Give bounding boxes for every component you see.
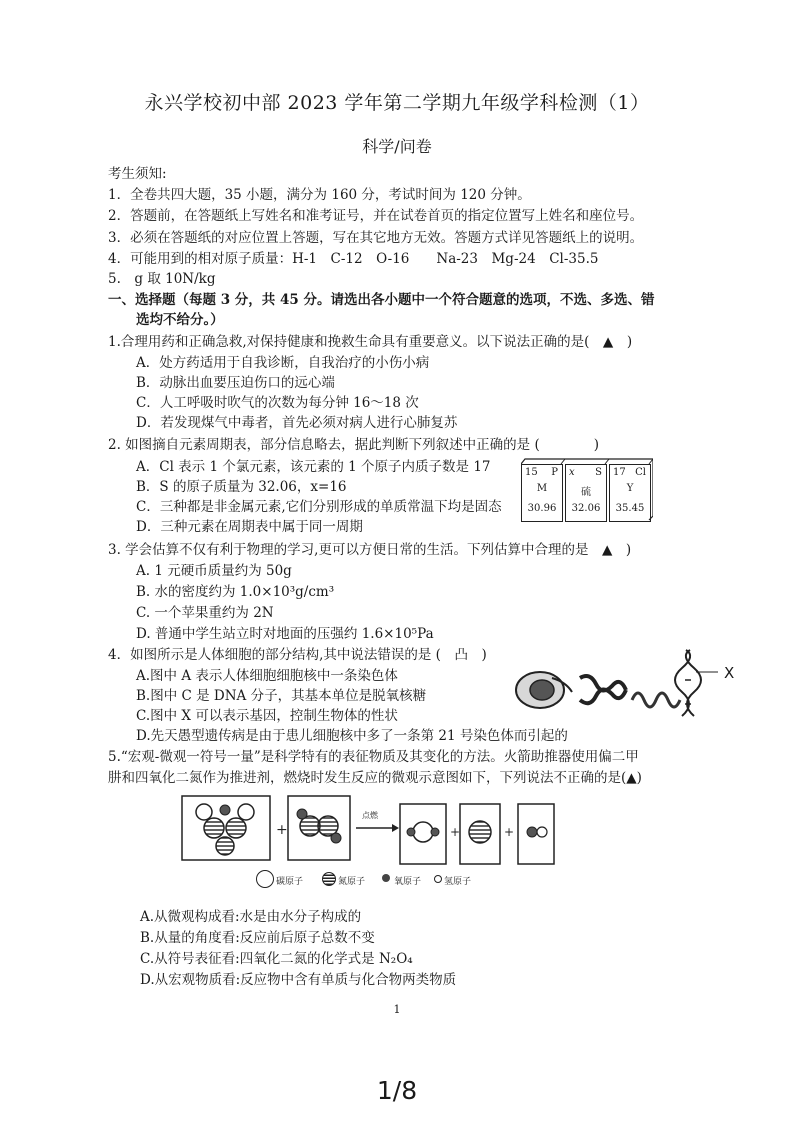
nitrogen-atom-icon bbox=[322, 872, 336, 886]
question-stem: 5.“宏观-微观一符号一量”是科学特有的表征物质及其变化的方法。火箭助推器使用偏二甲 bbox=[108, 749, 639, 765]
question-option: D．三种元素在周期表中属于同一周期 bbox=[136, 519, 363, 535]
question-option: A. 1 元硬币质量约为 50g bbox=[136, 563, 292, 579]
question-stem: 2. 如图摘自元素周期表，部分信息略去，据此判断下列叙述中正确的是 ( ) bbox=[108, 437, 599, 453]
notice-heading: 考生须知: bbox=[108, 166, 167, 182]
question-option: A.从微观构成看:水是由水分子构成的 bbox=[140, 909, 362, 925]
svg-text:+: + bbox=[504, 825, 515, 839]
arrow-label: 点燃 bbox=[362, 811, 378, 820]
table-3d-edges bbox=[521, 458, 653, 524]
reaction-drawing bbox=[178, 792, 558, 870]
label-x: X bbox=[724, 664, 735, 682]
question-option: D．若发现煤气中毒者，首先必须对病人进行心肺复苏 bbox=[136, 415, 458, 431]
question-stem: 3. 学会估算不仅有利于物理的学习,更可以方便日常的生活。下列估算中合理的是 ▲ ) bbox=[108, 542, 632, 558]
question-option: D. 普通中学生站立时对地面的压强约 1.6×10⁵Pa bbox=[136, 626, 434, 642]
svg-text:+: + bbox=[276, 822, 288, 838]
notice-item: 4．可能用到的相对原子质量：H-1 C-12 O-16 Na-23 Mg-24 Cl-35.5 bbox=[108, 251, 599, 267]
question-option: C. 一个苹果重约为 2N bbox=[136, 605, 274, 621]
question-option: B.图中 C 是 DNA 分子，其基本单位是脱氧核糖 bbox=[136, 688, 427, 704]
page-title: 永兴学校初中部 2023 学年第二学期九年级学科检测（1） bbox=[144, 92, 650, 114]
question-option: B．S 的原子质量为 32.06，x=16 bbox=[136, 479, 347, 495]
question-option: C.从符号表征看:四氧化二氮的化学式是 N₂O₄ bbox=[140, 951, 413, 967]
section-heading: 一、选择题（每题 3 分，共 45 分。请选出各小题中一个符合题意的选项，不选、多选、错 bbox=[108, 292, 655, 308]
oxygen-atom-icon bbox=[382, 874, 390, 882]
carbon-atom-icon bbox=[256, 870, 274, 888]
question-option: D.先天愚型遗传病是由于患儿细胞核中多了一条第 21 号染色体而引起的 bbox=[136, 728, 568, 744]
cell-structure-figure bbox=[482, 648, 740, 724]
svg-text:+: + bbox=[450, 825, 461, 839]
element-cell-s: x S 硫 32.06 bbox=[565, 464, 607, 522]
element-cell-cl: 17 Cl Y 35.45 bbox=[609, 464, 651, 522]
question-option: B.从量的角度看:反应前后原子总数不变 bbox=[140, 930, 375, 946]
page-subtitle: 科学/问卷 bbox=[362, 137, 432, 156]
notice-item: 5. g 取 10N/kg bbox=[108, 271, 216, 287]
question-option: A．Cl 表示 1 个氯元素，该元素的 1 个原子内质子数是 17 bbox=[136, 459, 491, 475]
atom-legend: 碳原子 氮原子 氧原子 氢原子 bbox=[252, 872, 482, 890]
question-option: D.从宏观物质看:反应物中含有单质与化合物两类物质 bbox=[140, 972, 457, 988]
notice-item: 1．全卷共四大题，35 小题，满分为 160 分，考试时间为 120 分钟。 bbox=[108, 187, 531, 203]
question-option: C.图中 X 可以表示基因，控制生物体的性状 bbox=[136, 708, 398, 724]
question-stem: 4．如图所示是人体细胞的部分结构,其中说法错误的是 ( 凸 ) bbox=[108, 647, 487, 663]
page-number: 1 bbox=[393, 1003, 401, 1016]
question-option: C．人工呼吸时吹气的次数为每分钟 16～18 次 bbox=[136, 395, 419, 411]
page-indicator: 1/8 bbox=[376, 1076, 418, 1105]
reaction-diagram bbox=[178, 792, 558, 870]
element-cell-p: 15 P M 30.96 bbox=[521, 464, 563, 522]
question-stem-cont: 肼和四氧化二氮作为推进剂，燃烧时发生反应的微观示意图如下，下列说法不正确的是(▲) bbox=[108, 770, 642, 786]
question-option: B. 水的密度约为 1.0×10³g/cm³ bbox=[136, 584, 335, 600]
hydrogen-atom-icon bbox=[434, 875, 442, 883]
periodic-table-figure bbox=[521, 458, 653, 524]
question-option: B．动脉出血要压迫伤口的远心端 bbox=[136, 375, 335, 391]
question-option: C．三种都是非金属元素,它们分别形成的单质常温下均是固态 bbox=[136, 499, 502, 515]
question-option: A．处方药适用于自我诊断，自我治疗的小伤小病 bbox=[136, 355, 430, 371]
section-heading-cont: 选均不给分。） bbox=[136, 312, 224, 328]
notice-item: 3．必须在答题纸的对应位置上答题，写在其它地方无效。答题方式详见答题纸上的说明。 bbox=[108, 230, 644, 246]
question-stem: 1.合理用药和正确急救,对保持健康和挽救生命具有重要意义。以下说法正确的是( ▲ ) bbox=[108, 334, 633, 350]
question-option: A.图中 A 表示人体细胞细胞核中一条染色体 bbox=[136, 668, 398, 684]
cell-structure-drawing bbox=[482, 648, 740, 724]
notice-item: 2．答题前，在答题纸上写姓名和准考证号，并在试卷首页的指定位置写上姓名和座位号。 bbox=[108, 208, 644, 224]
